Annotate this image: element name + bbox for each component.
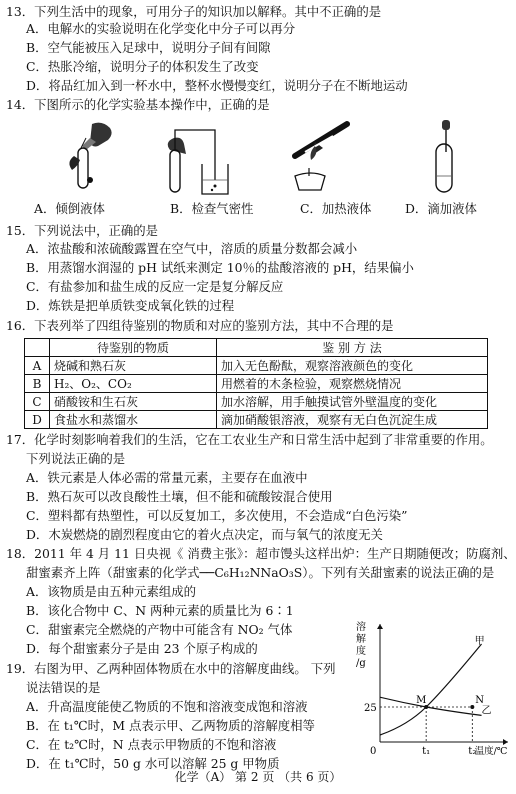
q16-row-method: 滴加硝酸银溶液，观察有无白色沉淀生成 — [217, 411, 488, 429]
q16-row-substance: H₂、O₂、CO₂ — [50, 375, 217, 393]
y-tick-label: 25 — [364, 703, 377, 714]
q16-row-substance: 食盐水和蒸馏水 — [50, 411, 217, 429]
solubility-chart — [352, 618, 516, 758]
x-axis-label: 温度/℃ — [474, 746, 508, 757]
chart-axes — [377, 624, 508, 745]
q17-stem-line1: 17．化学时刻影响着我们的生活，它在工农业生产和日常生活中起到了非常重要的作用。 — [6, 432, 493, 447]
q16-row-method: 加水溶解，用手触摸试管外壁温度的变化 — [217, 393, 488, 411]
q15-option-b: B．用蒸馏水润湿的 pH 试纸来测定 10％的盐酸溶液的 pH，结果偏小 — [26, 260, 414, 275]
y-axis-arrow — [377, 624, 383, 629]
q15-option-a: A．浓盐酸和浓硫酸露置在空气中，溶质的质量分数都会减小 — [26, 241, 358, 256]
q18-option-b: B．该化合物中 C、N 两种元素的质量比为 6∶1 — [26, 603, 294, 618]
q15-option-d: D．炼铁是把单质铁变成氧化铁的过程 — [26, 298, 235, 313]
q16-table-header — [25, 339, 488, 357]
q13-option-b: B．空气能被压入足球中，说明分子间有间隙 — [26, 40, 271, 55]
q14-caption-d: D．滴加液体 — [405, 201, 477, 216]
q19-option-a: A．升高温度能使乙物质的不饱和溶液变成饱和溶液 — [26, 699, 308, 714]
series-line-jia — [380, 644, 485, 735]
q16-header-method: 鉴 别 方 法 — [217, 339, 488, 357]
q16-row-label: B — [25, 375, 50, 393]
page-footer: 化学（A） 第 2 页 （共 6 页） — [174, 770, 342, 784]
table-row — [25, 357, 488, 375]
q18-option-c: C．甜蜜素完全燃烧的产物中可能含有 NO₂ 气体 — [26, 622, 293, 637]
q16-table — [24, 338, 488, 429]
x-tick-label-t2: t₂ — [468, 746, 477, 757]
q18-stem-line2: 甜蜜素齐上阵（甜蜜素的化学式──C₆H₁₂NNaO₃S）。下列有关甜蜜素的说法正确的是 — [26, 565, 495, 580]
q14-stem: 14．下图所示的化学实验基本操作中，正确的是 — [6, 97, 270, 112]
y-axis-label-2: 解 — [356, 634, 366, 645]
q13-option-c: C．热胀冷缩，说明分子的体积发生了改变 — [26, 59, 259, 74]
q19-option-c: C．在 t₂℃时，N 点表示甲物质的不饱和溶液 — [26, 737, 277, 752]
y-axis-label-3: 度 — [356, 646, 366, 657]
point-n-marker — [470, 705, 474, 709]
table-row — [25, 393, 488, 411]
series-label-jia: 甲 — [474, 636, 485, 647]
series-line-yi — [380, 695, 485, 715]
q16-row-substance: 烧碱和熟石灰 — [50, 357, 217, 375]
q17-option-b: B．熟石灰可以改良酸性土壤，但不能和硫酸铵混合使用 — [26, 489, 333, 504]
heating-liquid-figure — [285, 116, 375, 200]
q17-stem-line2: 下列说法正确的是 — [26, 451, 126, 466]
origin-label: 0 — [370, 746, 377, 757]
q17-option-a: A．铁元素是人体必需的常量元素，主要存在血液中 — [26, 470, 308, 485]
table-row — [25, 411, 488, 429]
table-row — [25, 375, 488, 393]
q15-stem: 15．下列说法中，正确的是 — [6, 223, 159, 238]
x-tick-label-t1: t₁ — [422, 746, 431, 757]
q19-stem-line1: 19．右图为甲、乙两种固体物质在水中的溶解度曲线。 下列 — [6, 661, 336, 676]
y-axis-label-4: /g — [356, 658, 366, 669]
q14-caption-a: A．倾倒液体 — [34, 201, 105, 216]
q13-stem: 13．下列生活中的现象，可用分子的知识加以解释。其中不正确的是 — [6, 4, 382, 19]
q15-option-c: C．有盐参加和盐生成的反应一定是复分解反应 — [26, 279, 284, 294]
q17-option-d: D．木炭燃烧的剧烈程度由它的着火点决定，而与氧气的浓度无关 — [26, 527, 383, 542]
chart-marks — [380, 644, 485, 742]
q16-row-substance: 硝酸铵和生石灰 — [50, 393, 217, 411]
q14-caption-c: C．加热液体 — [300, 201, 372, 216]
q16-stem: 16．下表列举了四组待鉴别的物质和对应的鉴别方法，其中不合理的是 — [6, 318, 394, 333]
point-label-m: M — [416, 695, 427, 706]
y-axis-label-1: 溶 — [356, 622, 366, 633]
q16-row-label: C — [25, 393, 50, 411]
q19-option-b: B．在 t₁℃时，M 点表示甲、乙两物质的溶解度相等 — [26, 718, 315, 733]
point-label-n: N — [475, 695, 485, 706]
dropping-liquid-figure — [422, 118, 472, 198]
x-axis-arrow — [503, 739, 508, 745]
airtightness-check-figure — [150, 120, 240, 200]
q16-header-substance: 待鉴别的物质 — [50, 339, 217, 357]
q19-stem-line2: 说法错误的是 — [26, 680, 101, 695]
q13-option-d: D．将品红加入到一杯水中，整杯水慢慢变红，说明分子在不断地运动 — [26, 78, 408, 93]
pouring-liquid-figure — [54, 118, 124, 198]
q16-row-method: 加入无色酚酞，观察溶液颜色的变化 — [217, 357, 488, 375]
q16-row-method: 用燃着的木条检验，观察燃烧情况 — [217, 375, 488, 393]
q14-caption-b: B．检查气密性 — [170, 201, 254, 216]
q17-option-c: C．塑料都有热塑性，可以反复加工，多次使用，不会造成“白色污染” — [26, 508, 408, 523]
q13-option-a: A．电解水的实验说明在化学变化中分子可以再分 — [26, 21, 296, 36]
q16-row-label: A — [25, 357, 50, 375]
q18-option-a: A．该物质是由五种元素组成的 — [26, 584, 197, 599]
q16-header-index — [25, 339, 50, 357]
series-label-yi: 乙 — [481, 705, 492, 717]
q18-stem-line1: 18．2011 年 4 月 11 日央视《 消费主张》：超市馒头这样出炉：生产日期随便改；防腐剂、 — [6, 546, 516, 561]
q18-option-d: D．每个甜蜜素分子是由 23 个原子构成的 — [26, 641, 258, 656]
q19-option-d: D．在 t₁℃时，50 g 水可以溶解 25 g 甲物质 — [26, 756, 280, 771]
q16-row-label: D — [25, 411, 50, 429]
